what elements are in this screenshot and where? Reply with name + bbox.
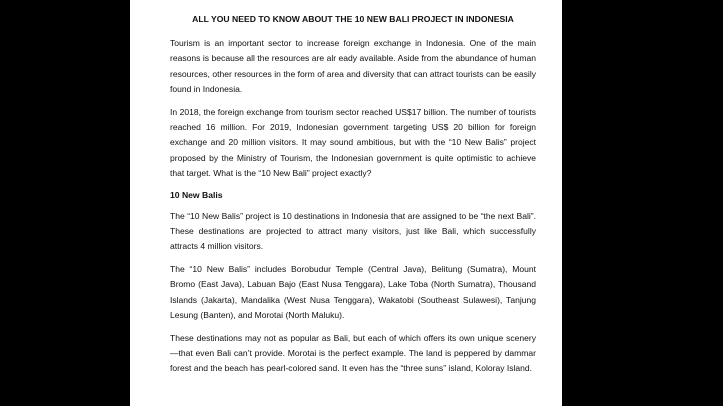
paragraph-project-definition: The “10 New Balis” project is 10 destinations in Indonesia that are assigned to be “the next Bali”. These destinations are projected to attract many visitors, just like Bali, which successfully attracts 4 million visitors.: [170, 210, 536, 252]
paragraph-destination-list: The “10 New Balis” includes Borobudur Temple (Central Java), Belitung (Sumatra), Mount Bromo (East Java), Labuan Bajo (East Nusa Tenggara), Lake Toba (North Sumatra), Thousand Islands (Jakarta), Mandalika (West Nusa Tenggara), Wakatobi (Southeast Sulawesi), Tanjung Lesung (Banten), and Morotai (North Maluku).: [170, 263, 536, 321]
document-title: ALL YOU NEED TO KNOW ABOUT THE 10 NEW BALI PROJECT IN INDONESIA: [192, 14, 514, 24]
section-heading: 10 New Balis: [170, 189, 223, 200]
paragraph-unique-scenery: These destinations may not as popular as Bali, but each of which offers its own unique scenery—that even Bali can’t provide. Morotai is the perfect example. The land is peppered by dammar forest and the beach has pearl-colored sand. It even has the “three suns” island, Koloray Island.: [170, 332, 536, 374]
paragraph-foreign-exchange: In 2018, the foreign exchange from tourism sector reached US$17 billion. The number of tourists reached 16 million. For 2019, Indonesian government targeting US$ 20 billion for foreign exchange and 20 million visitors. It may sound ambitious, but with the “10 New Balis” project proposed by the Ministry of Tourism, the Indonesian government is quite optimistic to achieve that target. What is the “10 New Bali” project exactly?: [170, 106, 536, 179]
document-page[interactable]: [130, 0, 562, 406]
paragraph-tourism-intro: Tourism is an important sector to increase foreign exchange in Indonesia. One of the main reasons is because all the resources are alr eady available. Aside from the abundance of human resources, other resources in the form of area and diversity that can attract tourists can be easily found in Indonesia.: [170, 38, 536, 95]
